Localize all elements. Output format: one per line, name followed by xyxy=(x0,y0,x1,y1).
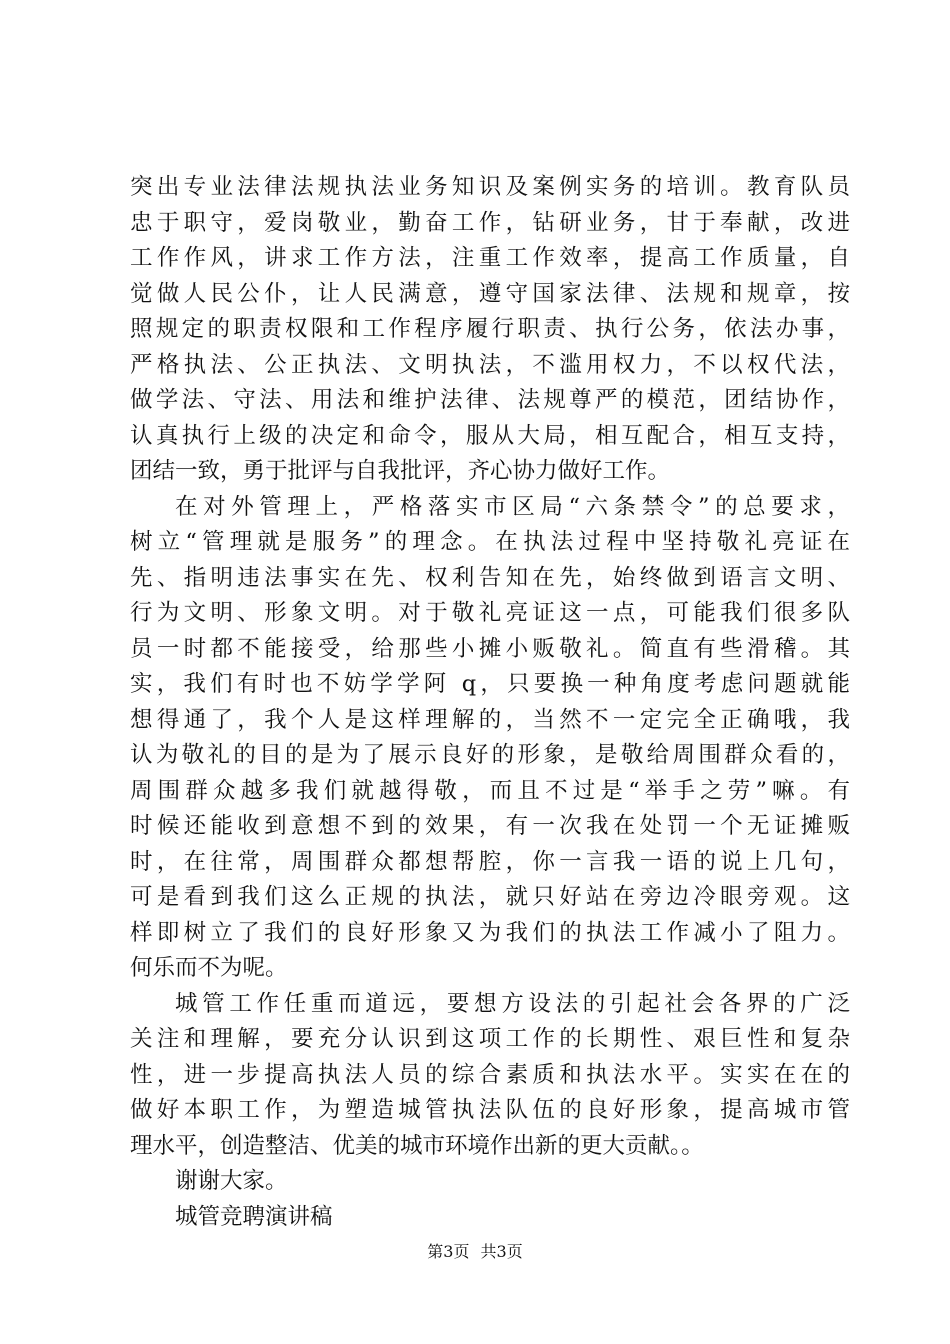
text-line: 理水平，创造整洁、优美的城市环境作出新的更大贡献。。 xyxy=(130,1132,704,1159)
text-line: 周围群众越多我们就越得敬，而且不过是“举手之劳”嘛。有 xyxy=(130,777,850,804)
paragraph xyxy=(130,170,850,490)
text-line: 认真执行上级的决定和命令，服从大局，相互配合，相互支持， xyxy=(130,422,850,449)
text-line: 树立“管理就是服务”的理念。在执法过程中坚持敬礼亮证在 xyxy=(130,529,850,555)
text-line: 觉做人民公仆，让人民满意，遵守国家法律、法规和规章，按 xyxy=(130,280,850,307)
text-line: 城管竞聘演讲稿 xyxy=(175,1203,333,1230)
paragraph xyxy=(130,1200,850,1236)
text-line: 样即树立了我们的良好形象又为我们的执法工作减小了阻力。 xyxy=(130,919,850,946)
text-line: 照规定的职责权限和工作程序履行职责、执行公务，依法办事， xyxy=(130,316,850,342)
text-line: 突出专业法律法规执法业务知识及案例实务的培训。教育队员 xyxy=(130,174,850,200)
document-body xyxy=(130,170,850,1235)
text-line: 关注和理解，要充分认识到这项工作的长期性、艰巨性和复杂 xyxy=(130,1026,850,1052)
text-line: 做学法、守法、用法和维护法律、法规尊严的模范，团结协作， xyxy=(130,387,850,413)
text-line: 性，进一步提高执法人员的综合素质和执法水平。实实在在的 xyxy=(130,1061,850,1088)
text-line: 先、指明违法事实在先、权利告知在先，始终做到语言文明、 xyxy=(130,564,850,591)
text-line: 忠于职守，爱岗敬业，勤奋工作，钻研业务，甘于奉献，改进 xyxy=(130,209,850,236)
text-line: 城管工作任重而道远，要想方设法的引起社会各界的广泛 xyxy=(175,990,850,1017)
text-line: 何乐而不为呢。 xyxy=(130,955,288,981)
text-line: 工作作风，讲求工作方法，注重工作效率，提高工作质量，自 xyxy=(130,245,850,271)
text-line: 认为敬礼的目的是为了展示良好的形象，是敬给周围群众看的， xyxy=(130,742,850,768)
page-total: 共3页 xyxy=(480,1242,523,1261)
text-line: 想得通了，我个人是这样理解的，当然不一定完全正确哦，我 xyxy=(130,706,850,733)
text-line: 可是看到我们这么正规的执法，就只好站在旁边冷眼旁观。这 xyxy=(130,884,850,910)
paragraph xyxy=(130,1164,850,1200)
paragraph xyxy=(130,490,850,987)
text-line: 在对外管理上，严格落实市区局“六条禁令”的总要求， xyxy=(175,493,850,520)
text-line: 实，我们有时也不妨学学阿 q，只要换一种角度考虑问题就能 xyxy=(130,671,850,697)
text-line: 行为文明、形象文明。对于敬礼亮证这一点，可能我们很多队 xyxy=(130,600,850,626)
text-line: 时候还能收到意想不到的效果，有一次我在处罚一个无证摊贩 xyxy=(130,813,850,839)
text-line: 团结一致，勇于批评与自我批评，齐心协力做好工作。 xyxy=(130,458,671,484)
page-footer xyxy=(0,1242,950,1262)
text-line: 谢谢大家。 xyxy=(175,1168,288,1194)
paragraph xyxy=(130,987,850,1165)
page-number: 第3页 xyxy=(427,1242,470,1261)
text-line: 时，在往常，周围群众都想帮腔，你一言我一语的说上几句， xyxy=(130,848,850,875)
text-line: 严格执法、公正执法、文明执法，不滥用权力，不以权代法， xyxy=(130,351,850,378)
text-line: 员一时都不能接受，给那些小摊小贩敬礼。简直有些滑稽。其 xyxy=(130,635,850,662)
text-line: 做好本职工作，为塑造城管执法队伍的良好形象，提高城市管 xyxy=(130,1097,850,1123)
